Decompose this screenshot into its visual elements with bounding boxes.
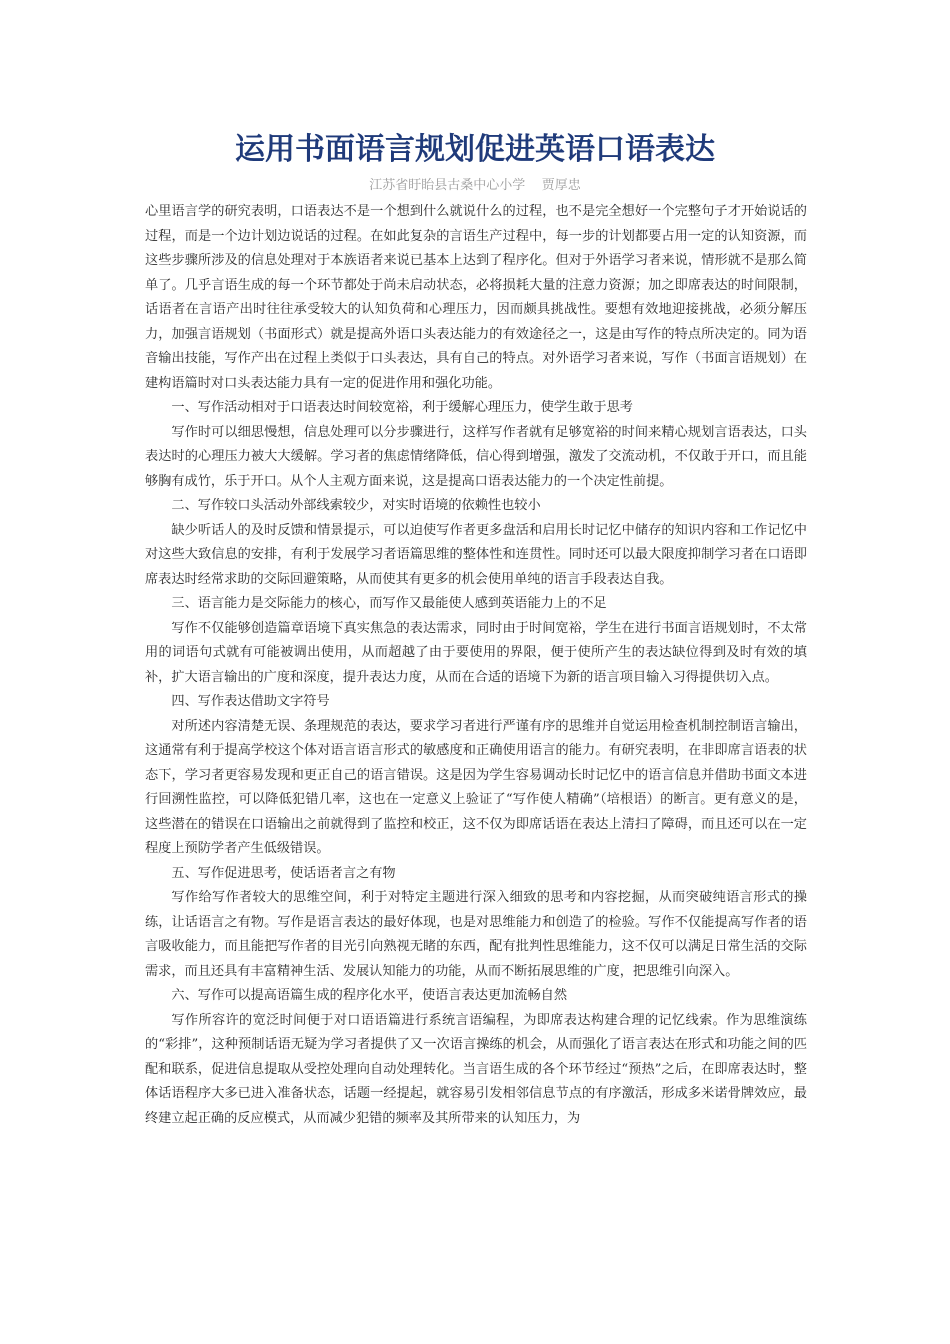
body-paragraph: 六、写作可以提高语篇生成的程序化水平，使语言表达更加流畅自然 <box>171 988 568 1003</box>
body-paragraph: 三、语言能力是交际能力的核心，而写作又最能使人感到英语能力上的不足 <box>171 596 607 611</box>
body-paragraph: 四、写作表达借助文字符号 <box>171 694 330 709</box>
body-paragraph: 二、写作较口头活动外部线索较少，对实时语境的依赖性也较小 <box>171 498 541 513</box>
body-paragraph: 一、写作活动相对于口语表达时间较宽裕，利于缓解心理压力，使学生敢于思考 <box>171 400 633 415</box>
document-body <box>145 200 807 1131</box>
lead-paragraph: 心里语言学的研究表明，口语表达不是一个想到什么就说什么的过程，也不是完全想好一个完整句子才开始说话的过程，而是一个边计划边说话的过程。在如此复杂的言语生产过程中，每一步的计划都要占用一定的认知资源，而这些步骤所涉及的信息处理对于本族语者来说已基本上达到了程序化。但对于外语学习者来说，情形就不是那么简单了。几乎言语生成的每一个环节都处于尚未启动状态，必将损耗大量的注意力资源；加之即席表达的时间限制，话语者在言语产出时往往承受较大的认知负荷和心理压力，因而颇具挑战性。要想有效地迎接挑战，必须分解压力，加强言语规划（书面形式）就是提高外语口头表达能力的有效途径之一，这是由写作的特点所决定的。同为语音输出技能，写作产出在过程上类似于口头表达，具有自己的特点。对外语学习者来说，写作（书面言语规划）在建构语篇时对口头表达能力具有一定的促进作用和强化功能。 <box>145 204 807 391</box>
body-paragraph: 写作所容许的宽泛时间便于对口语语篇进行系统言语编程，为即席表达构建合理的记忆线索。作为思维演练的“彩排”，这种预制话语无疑为学习者提供了又一次语言操练的机会，从而强化了语言表达在形式和功能之间的匹配和联系，促进信息提取从受控处理向自动处理转化。当言语生成的各个环节经过“预热”之后，在即席表达时，整体话语程序大多已进入准备状态，话题一经提起，就容易引发相邻信息节点的有序激活，形成多米诺骨牌效应，最终建立起正确的反应模式，从而减少犯错的频率及其所带来的认知压力，为 <box>145 1012 807 1126</box>
document-title: 运用书面语言规划促进英语口语表达 <box>235 132 715 167</box>
body-paragraph: 五、写作促进思考，使话语者言之有物 <box>171 865 396 881</box>
body-paragraph: 对所述内容清楚无误、条理规范的表达，要求学习者进行严谨有序的思维并自觉运用检查机制控制语言输出，这通常有利于提高学校这个体对语言语言形式的敏感度和正确使用语言的能力。有研究表明，在非即席言语表的状态下，学习者更容易发现和更正自己的语言错误。这是因为学生容易调动长时记忆中的语言信息并借助书面文本进行回溯性监控，可以降低犯错几率，这也在一定意义上验证了“写作使人精确”（培根语）的断言。更有意义的是，这些潜在的错误在口语输出之前就得到了监控和校正，这不仅为即席话语在表达上清扫了障碍，而且还可以在一定程度上预防学者产生低级错误。 <box>145 718 807 856</box>
body-paragraph: 缺少听话人的及时反馈和情景提示，可以迫使写作者更多盘活和启用长时记忆中储存的知识内容和工作记忆中对这些大致信息的安排，有利于发展学习者语篇思维的整体性和连贯性。同时还可以最大限度抑制学习者在口语即席表达时经常求助的交际回避策略，从而使其有更多的机会使用单纯的语言手段表达自我。 <box>145 522 807 587</box>
body-paragraph: 写作时可以细思慢想，信息处理可以分步骤进行，这样写作者就有足够宽裕的时间来精心规划言语表达，口头表达时的心理压力被大大缓解。学习者的焦虑情绪降低，信心得到增强，激发了交流动机，不仅敢于开口，而且能够胸有成竹，乐于开口。从个人主观方面来说，这是提高口语表达能力的一个决定性前提。 <box>145 424 807 489</box>
author-byline: 江苏省盱眙县古桑中心小学 贾厚忠 <box>369 178 581 193</box>
body-paragraph: 写作不仅能够创造篇章语境下真实焦急的表达需求，同时由于时间宽裕，学生在进行书面言语规划时，不太常用的词语句式就有可能被调出使用，从而超越了由于要使用的界限，便于使所产生的表达缺位得到及时有效的填补，扩大语言输出的广度和深度，提升表达力度，从而在合适的语境下为新的语言项目输入习得提供切入点。 <box>145 620 807 685</box>
body-paragraph: 写作给写作者较大的思维空间，利于对特定主题进行深入细致的思考和内容挖掘，从而突破纯语言形式的操练，让话语言之有物。写作是语言表达的最好体现，也是对思维能力和创造了的检验。写作不仅能提高写作者的语言吸收能力，而且能把写作者的目光引向熟视无睹的东西，配有批判性思维能力，这不仅可以满足日常生活的交际需求，而且还具有丰富精神生活、发展认知能力的功能，从而不断拓展思维的广度，把思维引向深入。 <box>145 890 807 979</box>
